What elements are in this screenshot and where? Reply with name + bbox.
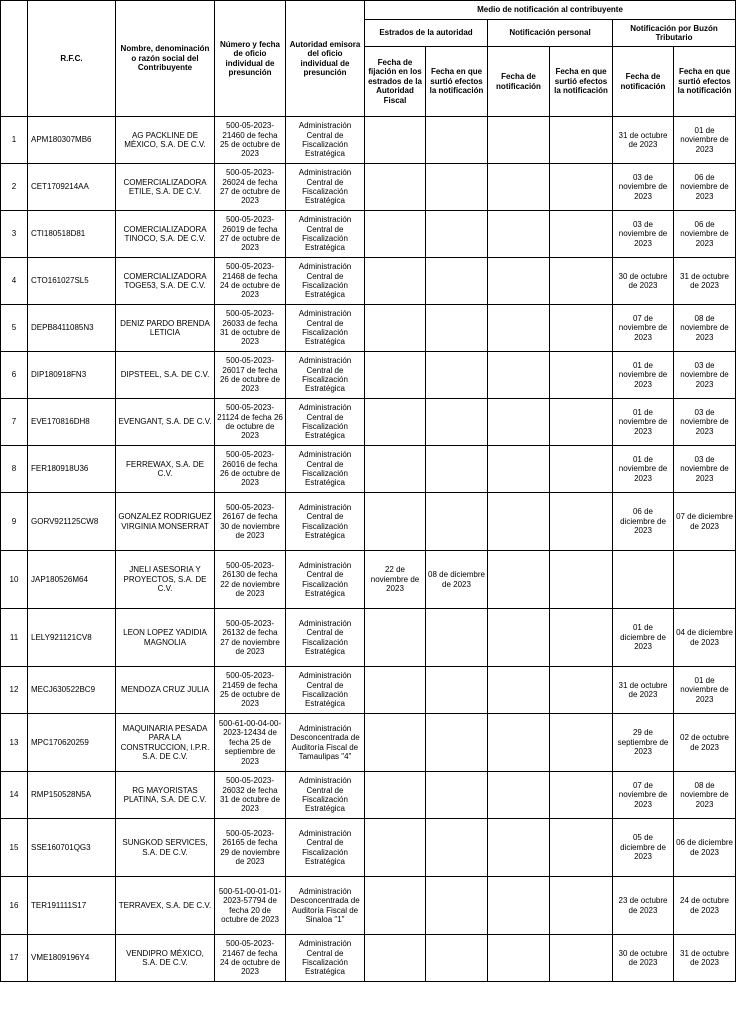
row-personal-efectos	[550, 446, 613, 493]
row-number: 10	[1, 551, 28, 609]
row-nombre: DENIZ PARDO BRENDA LETICIA	[116, 305, 215, 352]
row-personal-efectos	[550, 399, 613, 446]
row-buzon-efectos: 01 de noviembre de 2023	[674, 117, 736, 164]
row-rfc: GORV921125CW8	[28, 493, 116, 551]
row-buzon-efectos: 07 de diciembre de 2023	[674, 493, 736, 551]
row-number: 11	[1, 609, 28, 667]
row-personal-notificacion	[488, 551, 550, 609]
row-number: 16	[1, 877, 28, 935]
row-personal-notificacion	[488, 164, 550, 211]
row-autoridad: Administración Desconcentrada de Auditoría Fiscal de Sinaloa "1"	[286, 877, 365, 935]
row-autoridad: Administración Central de Fiscalización Estratégica	[286, 117, 365, 164]
row-oficio: 500-05-2023-26024 de fecha 27 de octubre de 2023	[215, 164, 286, 211]
row-buzon-notificacion: 07 de noviembre de 2023	[613, 305, 674, 352]
row-autoridad: Administración Central de Fiscalización Estratégica	[286, 667, 365, 714]
row-buzon-notificacion: 29 de septiembre de 2023	[613, 714, 674, 772]
row-rfc: CTO161027SL5	[28, 258, 116, 305]
row-estrados-efectos	[426, 667, 488, 714]
row-buzon-notificacion: 01 de noviembre de 2023	[613, 352, 674, 399]
row-personal-efectos	[550, 609, 613, 667]
row-personal-efectos	[550, 877, 613, 935]
row-buzon-notificacion	[613, 551, 674, 609]
row-rfc: EVE170816DH8	[28, 399, 116, 446]
row-rfc: CET1709214AA	[28, 164, 116, 211]
row-personal-efectos	[550, 714, 613, 772]
row-nombre: AG PACKLINE DE MÉXICO, S.A. DE C.V.	[116, 117, 215, 164]
header-estrados: Estrados de la autoridad	[365, 20, 488, 47]
row-number: 5	[1, 305, 28, 352]
row-estrados-fijacion	[365, 117, 426, 164]
row-buzon-efectos: 02 de octubre de 2023	[674, 714, 736, 772]
row-personal-notificacion	[488, 609, 550, 667]
row-personal-efectos	[550, 551, 613, 609]
row-estrados-efectos	[426, 819, 488, 877]
row-personal-notificacion	[488, 667, 550, 714]
header-oficio: Número y fecha de oficio individual de presunción	[215, 1, 286, 117]
row-personal-notificacion	[488, 446, 550, 493]
row-buzon-efectos: 03 de noviembre de 2023	[674, 352, 736, 399]
header-number	[1, 1, 28, 117]
row-personal-notificacion	[488, 819, 550, 877]
row-estrados-fijacion	[365, 258, 426, 305]
table-row	[1, 117, 736, 164]
row-nombre: MAQUINARIA PESADA PARA LA CONSTRUCCION, I.P.R. S.A. DE C.V.	[116, 714, 215, 772]
row-estrados-fijacion	[365, 352, 426, 399]
row-number: 15	[1, 819, 28, 877]
header-personal: Notificación personal	[488, 20, 613, 47]
row-oficio: 500-05-2023-21467 de fecha 24 de octubre de 2023	[215, 935, 286, 982]
header-buzon: Notificación por Buzón Tributario	[613, 20, 736, 47]
row-estrados-efectos	[426, 935, 488, 982]
row-oficio: 500-05-2023-21124 de fecha 26 de octubre de 2023	[215, 399, 286, 446]
row-estrados-fijacion: 22 de noviembre de 2023	[365, 551, 426, 609]
row-autoridad: Administración Central de Fiscalización Estratégica	[286, 399, 365, 446]
row-nombre: JNELI ASESORIA Y PROYECTOS, S.A. DE C.V.	[116, 551, 215, 609]
row-nombre: SUNGKOD SERVICES, S.A. DE C.V.	[116, 819, 215, 877]
row-buzon-notificacion: 30 de octubre de 2023	[613, 258, 674, 305]
row-estrados-fijacion	[365, 935, 426, 982]
row-oficio: 500-05-2023-26017 de fecha 26 de octubre de 2023	[215, 352, 286, 399]
row-oficio: 500-05-2023-26132 de fecha 27 de noviembre de 2023	[215, 609, 286, 667]
row-nombre: COMERCIALIZADORA ETILE, S.A. DE C.V.	[116, 164, 215, 211]
row-estrados-efectos	[426, 714, 488, 772]
row-rfc: MPC170620259	[28, 714, 116, 772]
row-buzon-efectos: 03 de noviembre de 2023	[674, 446, 736, 493]
row-nombre: EVENGANT, S.A. DE C.V.	[116, 399, 215, 446]
table-row	[1, 493, 736, 551]
row-nombre: VENDIPRO MÉXICO, S.A. DE C.V.	[116, 935, 215, 982]
table-row	[1, 211, 736, 258]
row-autoridad: Administración Central de Fiscalización Estratégica	[286, 305, 365, 352]
row-personal-notificacion	[488, 493, 550, 551]
row-estrados-fijacion	[365, 493, 426, 551]
header-autoridad: Autoridad emisora del oficio individual de presunción	[286, 1, 365, 117]
row-estrados-fijacion	[365, 772, 426, 819]
row-personal-efectos	[550, 164, 613, 211]
row-estrados-fijacion	[365, 609, 426, 667]
row-number: 8	[1, 446, 28, 493]
row-estrados-efectos	[426, 772, 488, 819]
row-nombre: TERRAVEX, S.A. DE C.V.	[116, 877, 215, 935]
row-nombre: RG MAYORISTAS PLATINA, S.A. DE C.V.	[116, 772, 215, 819]
row-estrados-efectos	[426, 305, 488, 352]
row-personal-efectos	[550, 352, 613, 399]
header-personal-notificacion: Fecha de notificación	[488, 47, 550, 117]
row-rfc: FER180918U36	[28, 446, 116, 493]
row-rfc: DEPB8411085N3	[28, 305, 116, 352]
row-estrados-efectos	[426, 399, 488, 446]
row-number: 13	[1, 714, 28, 772]
header-buzon-notificacion: Fecha de notificación	[613, 47, 674, 117]
row-estrados-efectos	[426, 609, 488, 667]
row-personal-efectos	[550, 667, 613, 714]
row-number: 14	[1, 772, 28, 819]
row-nombre: GONZALEZ RODRIGUEZ VIRGINIA MONSERRAT	[116, 493, 215, 551]
row-nombre: COMERCIALIZADORA TOGE53, S.A. DE C.V.	[116, 258, 215, 305]
row-number: 9	[1, 493, 28, 551]
table-row	[1, 352, 736, 399]
row-oficio: 500-05-2023-21459 de fecha 25 de octubre de 2023	[215, 667, 286, 714]
table-row	[1, 877, 736, 935]
table-row	[1, 305, 736, 352]
row-buzon-efectos: 03 de noviembre de 2023	[674, 399, 736, 446]
row-estrados-fijacion	[365, 305, 426, 352]
row-buzon-efectos	[674, 551, 736, 609]
row-personal-efectos	[550, 819, 613, 877]
row-personal-efectos	[550, 935, 613, 982]
row-autoridad: Administración Central de Fiscalización Estratégica	[286, 935, 365, 982]
row-personal-notificacion	[488, 117, 550, 164]
row-estrados-fijacion	[365, 667, 426, 714]
header-estrados-fijacion: Fecha de fijación en los estrados de la Autoridad Fiscal	[365, 47, 426, 117]
row-buzon-efectos: 04 de diciembre de 2023	[674, 609, 736, 667]
row-buzon-efectos: 06 de noviembre de 2023	[674, 164, 736, 211]
row-nombre: FERREWAX, S.A. DE C.V.	[116, 446, 215, 493]
row-oficio: 500-51-00-01-01-2023-57794 de fecha 20 de octubre de 2023	[215, 877, 286, 935]
row-oficio: 500-05-2023-26019 de fecha 27 de octubre de 2023	[215, 211, 286, 258]
row-rfc: MECJ630522BC9	[28, 667, 116, 714]
row-rfc: APM180307MB6	[28, 117, 116, 164]
row-oficio: 500-05-2023-21460 de fecha 25 de octubre de 2023	[215, 117, 286, 164]
row-buzon-efectos: 06 de diciembre de 2023	[674, 819, 736, 877]
table-row	[1, 551, 736, 609]
row-personal-efectos	[550, 117, 613, 164]
row-autoridad: Administración Central de Fiscalización Estratégica	[286, 609, 365, 667]
row-buzon-efectos: 06 de noviembre de 2023	[674, 211, 736, 258]
row-estrados-fijacion	[365, 211, 426, 258]
row-rfc: TER191111S17	[28, 877, 116, 935]
header-buzon-efectos: Fecha en que surtió efectos la notificación	[674, 47, 736, 117]
row-nombre: LEON LOPEZ YADIDIA MAGNOLIA	[116, 609, 215, 667]
row-estrados-efectos	[426, 446, 488, 493]
row-estrados-efectos	[426, 877, 488, 935]
row-estrados-fijacion	[365, 399, 426, 446]
row-oficio: 500-05-2023-26167 de fecha 30 de noviembre de 2023	[215, 493, 286, 551]
row-number: 12	[1, 667, 28, 714]
table-row	[1, 446, 736, 493]
row-autoridad: Administración Central de Fiscalización Estratégica	[286, 551, 365, 609]
row-personal-efectos	[550, 772, 613, 819]
row-buzon-efectos: 01 de noviembre de 2023	[674, 667, 736, 714]
row-estrados-efectos: 08 de diciembre de 2023	[426, 551, 488, 609]
row-buzon-notificacion: 30 de octubre de 2023	[613, 935, 674, 982]
row-estrados-efectos	[426, 258, 488, 305]
row-autoridad: Administración Central de Fiscalización Estratégica	[286, 446, 365, 493]
row-rfc: VME1809196Y4	[28, 935, 116, 982]
row-buzon-notificacion: 01 de diciembre de 2023	[613, 609, 674, 667]
row-autoridad: Administración Central de Fiscalización Estratégica	[286, 352, 365, 399]
row-personal-notificacion	[488, 935, 550, 982]
header-personal-efectos: Fecha en que surtió efectos la notificación	[550, 47, 613, 117]
row-personal-notificacion	[488, 352, 550, 399]
row-rfc: DIP180918FN3	[28, 352, 116, 399]
row-buzon-notificacion: 03 de noviembre de 2023	[613, 211, 674, 258]
row-buzon-efectos: 24 de octubre de 2023	[674, 877, 736, 935]
row-personal-efectos	[550, 493, 613, 551]
header-medio: Medio de notificación al contribuyente	[365, 1, 736, 20]
row-number: 7	[1, 399, 28, 446]
row-buzon-notificacion: 01 de noviembre de 2023	[613, 399, 674, 446]
row-rfc: LELY921121CV8	[28, 609, 116, 667]
header-nombre: Nombre, denominación o razón social del Contribuyente	[116, 1, 215, 117]
row-estrados-fijacion	[365, 714, 426, 772]
row-oficio: 500-05-2023-26165 de fecha 29 de noviembre de 2023	[215, 819, 286, 877]
table-row	[1, 164, 736, 211]
row-personal-notificacion	[488, 772, 550, 819]
row-buzon-notificacion: 23 de octubre de 2023	[613, 877, 674, 935]
row-estrados-fijacion	[365, 877, 426, 935]
row-oficio: 500-05-2023-26032 de fecha 31 de octubre de 2023	[215, 772, 286, 819]
row-estrados-fijacion	[365, 819, 426, 877]
row-autoridad: Administración Desconcentrada de Auditoría Fiscal de Tamaulipas "4"	[286, 714, 365, 772]
table-row	[1, 399, 736, 446]
row-autoridad: Administración Central de Fiscalización Estratégica	[286, 164, 365, 211]
row-oficio: 500-05-2023-26033 de fecha 31 de octubre de 2023	[215, 305, 286, 352]
row-number: 6	[1, 352, 28, 399]
row-autoridad: Administración Central de Fiscalización Estratégica	[286, 258, 365, 305]
row-rfc: SSE160701QG3	[28, 819, 116, 877]
row-autoridad: Administración Central de Fiscalización Estratégica	[286, 493, 365, 551]
row-oficio: 500-05-2023-21468 de fecha 24 de octubre de 2023	[215, 258, 286, 305]
row-estrados-efectos	[426, 164, 488, 211]
row-personal-efectos	[550, 211, 613, 258]
row-estrados-efectos	[426, 493, 488, 551]
row-nombre: COMERCIALIZADORA TINOCO, S.A. DE C.V.	[116, 211, 215, 258]
row-buzon-efectos: 08 de noviembre de 2023	[674, 305, 736, 352]
row-oficio: 500-05-2023-26130 de fecha 22 de noviembre de 2023	[215, 551, 286, 609]
row-number: 1	[1, 117, 28, 164]
row-buzon-notificacion: 01 de noviembre de 2023	[613, 446, 674, 493]
row-personal-notificacion	[488, 211, 550, 258]
row-buzon-notificacion: 05 de diciembre de 2023	[613, 819, 674, 877]
row-nombre: DIPSTEEL, S.A. DE C.V.	[116, 352, 215, 399]
header-rfc: R.F.C.	[28, 1, 116, 117]
row-estrados-fijacion	[365, 446, 426, 493]
row-rfc: JAP180526M64	[28, 551, 116, 609]
row-number: 17	[1, 935, 28, 982]
row-buzon-notificacion: 31 de octubre de 2023	[613, 117, 674, 164]
row-buzon-efectos: 08 de noviembre de 2023	[674, 772, 736, 819]
row-personal-efectos	[550, 305, 613, 352]
row-personal-notificacion	[488, 305, 550, 352]
table-row	[1, 714, 736, 772]
row-estrados-efectos	[426, 352, 488, 399]
row-buzon-efectos: 31 de octubre de 2023	[674, 258, 736, 305]
row-personal-notificacion	[488, 399, 550, 446]
table-row	[1, 819, 736, 877]
table-row	[1, 772, 736, 819]
row-autoridad: Administración Central de Fiscalización Estratégica	[286, 211, 365, 258]
row-personal-notificacion	[488, 258, 550, 305]
row-number: 2	[1, 164, 28, 211]
row-buzon-notificacion: 03 de noviembre de 2023	[613, 164, 674, 211]
row-personal-notificacion	[488, 714, 550, 772]
row-autoridad: Administración Central de Fiscalización Estratégica	[286, 772, 365, 819]
row-oficio: 500-05-2023-26016 de fecha 26 de octubre de 2023	[215, 446, 286, 493]
row-buzon-notificacion: 06 de diciembre de 2023	[613, 493, 674, 551]
row-nombre: MENDOZA CRUZ JULIA	[116, 667, 215, 714]
row-number: 3	[1, 211, 28, 258]
row-personal-notificacion	[488, 877, 550, 935]
row-rfc: RMP150528N5A	[28, 772, 116, 819]
table-row	[1, 667, 736, 714]
row-buzon-efectos: 31 de octubre de 2023	[674, 935, 736, 982]
table-row	[1, 935, 736, 982]
table-row	[1, 609, 736, 667]
row-buzon-notificacion: 31 de octubre de 2023	[613, 667, 674, 714]
table-row	[1, 258, 736, 305]
row-estrados-fijacion	[365, 164, 426, 211]
row-buzon-notificacion: 07 de noviembre de 2023	[613, 772, 674, 819]
row-number: 4	[1, 258, 28, 305]
row-estrados-efectos	[426, 117, 488, 164]
row-personal-efectos	[550, 258, 613, 305]
header-estrados-efectos: Fecha en que surtió efectos la notificación	[426, 47, 488, 117]
row-oficio: 500-61-00-04-00-2023-12434 de fecha 25 de septiembre de 2023	[215, 714, 286, 772]
row-estrados-efectos	[426, 211, 488, 258]
row-rfc: CTI180518D81	[28, 211, 116, 258]
row-autoridad: Administración Central de Fiscalización Estratégica	[286, 819, 365, 877]
